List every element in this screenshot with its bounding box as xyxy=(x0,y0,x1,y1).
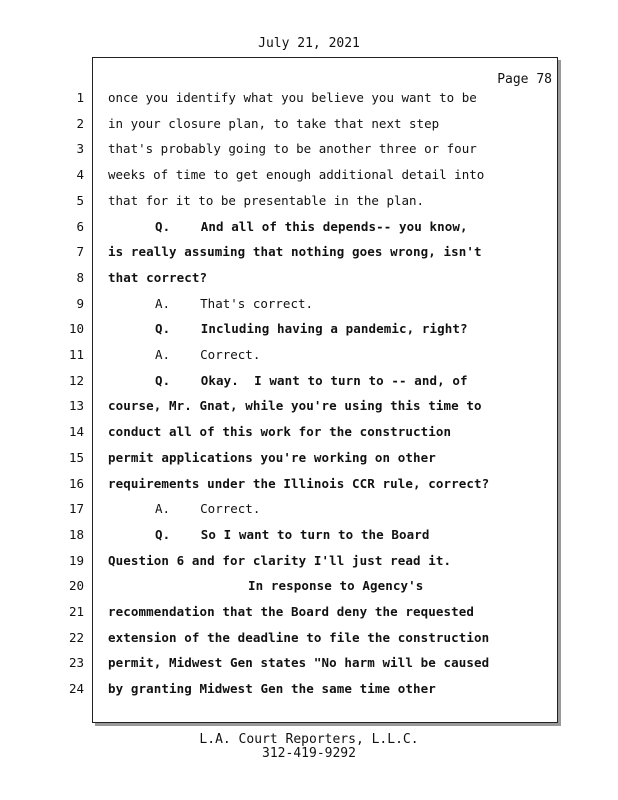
line-number: 9 xyxy=(76,295,84,311)
line-number: 19 xyxy=(68,552,84,568)
line-number: 10 xyxy=(68,321,84,337)
transcript-line xyxy=(0,90,618,110)
transcript-line xyxy=(0,578,618,598)
line-number: 21 xyxy=(68,604,84,619)
transcript-line xyxy=(0,450,618,470)
line-text: once you identify what you believe you want to be xyxy=(108,90,477,105)
transcript-line xyxy=(0,398,618,418)
line-number: 13 xyxy=(68,398,84,414)
line-number: 7 xyxy=(76,244,84,260)
line-number: 6 xyxy=(76,218,84,234)
line-text: that for it to be presentable in the plan. xyxy=(108,192,425,208)
transcript-line xyxy=(0,219,618,239)
line-number: 4 xyxy=(76,167,84,183)
line-text: A. Correct. xyxy=(155,347,261,362)
line-text: Question 6 and for clarity I'll just read it. xyxy=(108,552,452,568)
line-number: 15 xyxy=(68,449,84,465)
line-text: extension of the deadline to file the construction xyxy=(108,629,490,645)
footer xyxy=(0,733,618,761)
line-text: in your closure plan, to take that next step xyxy=(108,115,440,131)
line-number: 14 xyxy=(68,424,84,440)
line-text: permit applications you're working on other xyxy=(108,449,436,465)
line-text: A. Correct. xyxy=(155,501,261,517)
transcript-line xyxy=(0,373,618,393)
header-date: July 21, 2021 xyxy=(258,36,360,51)
transcript-line xyxy=(0,501,618,521)
line-text: Q. And all of this depends-- you know, xyxy=(155,218,468,234)
line-number: 8 xyxy=(76,269,84,285)
transcript-line xyxy=(0,193,618,213)
line-number: 23 xyxy=(68,655,84,671)
transcript-line xyxy=(0,630,618,650)
line-text: In response to Agency's xyxy=(248,578,424,594)
transcript-line xyxy=(0,424,618,444)
line-number: 24 xyxy=(68,681,84,697)
line-number: 1 xyxy=(76,90,84,105)
line-number: 22 xyxy=(68,629,84,645)
transcript-line xyxy=(0,347,618,367)
line-text: by granting Midwest Gen the same time other xyxy=(108,681,436,697)
line-number: 20 xyxy=(68,578,84,594)
line-text: is really assuming that nothing goes wrong, isn't xyxy=(108,244,482,260)
page-number: Page 78 xyxy=(497,72,552,87)
transcript-line xyxy=(0,681,618,701)
line-text: Q. So I want to turn to the Board xyxy=(155,526,430,542)
transcript-line xyxy=(0,141,618,161)
transcript-line xyxy=(0,116,618,136)
footer-phone: 312-419-9292 xyxy=(262,746,356,761)
line-text: requirements under the Illinois CCR rule, correct? xyxy=(108,475,490,491)
line-number: 3 xyxy=(76,141,84,157)
line-number: 12 xyxy=(68,372,84,388)
footer-company: L.A. Court Reporters, L.L.C. xyxy=(199,732,419,747)
line-number: 11 xyxy=(68,347,84,362)
line-text: weeks of time to get enough additional detail into xyxy=(108,167,485,183)
transcript-line xyxy=(0,321,618,341)
line-number: 16 xyxy=(68,475,84,491)
transcript-line xyxy=(0,553,618,573)
line-text: that's probably going to be another three or four xyxy=(108,141,477,157)
line-text: course, Mr. Gnat, while you're using this time to xyxy=(108,398,482,414)
line-text: that correct? xyxy=(108,269,208,285)
line-text: Q. Including having a pandemic, right? xyxy=(155,321,468,337)
line-text: A. That's correct. xyxy=(155,295,314,311)
line-number: 5 xyxy=(76,192,84,208)
line-number: 2 xyxy=(76,115,84,131)
transcript-line xyxy=(0,476,618,496)
line-text: conduct all of this work for the construction xyxy=(108,424,452,440)
transcript-line xyxy=(0,527,618,547)
line-text: recommendation that the Board deny the requested xyxy=(108,604,475,619)
line-text: permit, Midwest Gen states "No harm will be caused xyxy=(108,655,490,671)
transcript-line xyxy=(0,244,618,264)
transcript-line xyxy=(0,604,618,624)
transcript-line xyxy=(0,167,618,187)
transcript-line xyxy=(0,270,618,290)
line-text: Q. Okay. I want to turn to -- and, of xyxy=(155,372,468,388)
line-number: 18 xyxy=(68,526,84,542)
transcript-line xyxy=(0,296,618,316)
transcript-line xyxy=(0,655,618,675)
line-number: 17 xyxy=(68,501,84,517)
